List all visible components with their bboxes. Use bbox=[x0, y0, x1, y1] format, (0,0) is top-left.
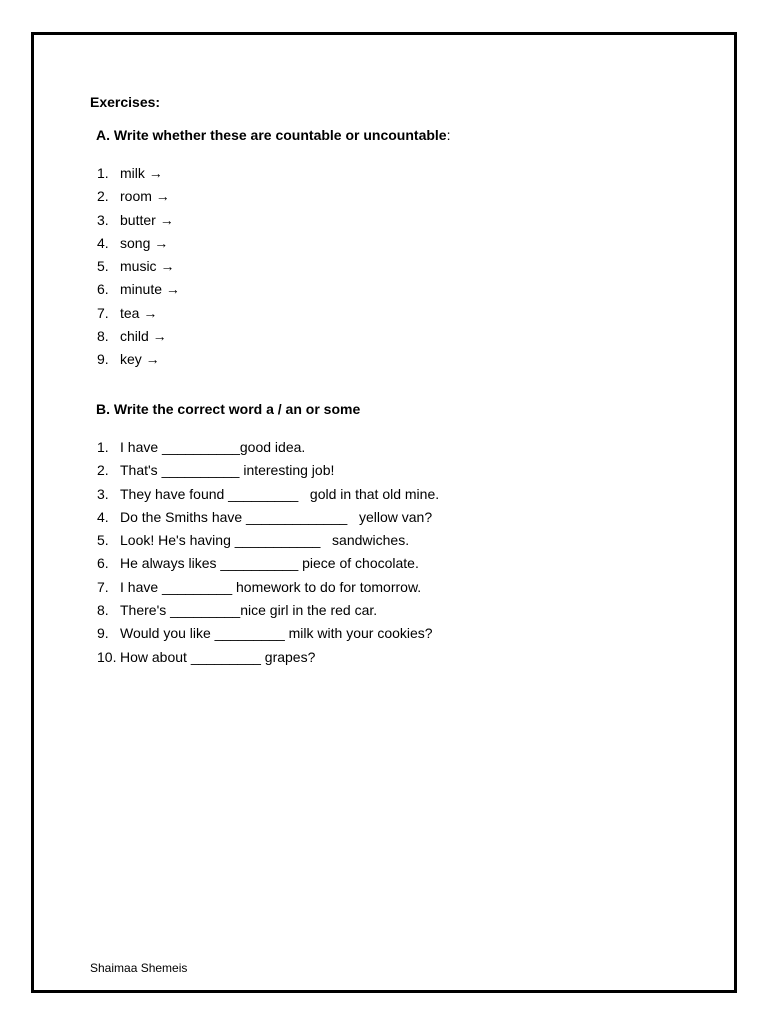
list-item bbox=[97, 555, 439, 578]
section-b-heading: B. Write the correct word a / an or some bbox=[96, 401, 361, 417]
list-item bbox=[97, 602, 439, 625]
list-item bbox=[97, 305, 180, 328]
list-item bbox=[97, 649, 439, 672]
item-number: 5. bbox=[97, 258, 109, 275]
item-text: song → bbox=[120, 234, 169, 251]
item-number: 2. bbox=[97, 188, 109, 205]
item-number: 1. bbox=[97, 165, 109, 181]
list-item bbox=[97, 212, 180, 235]
list-item bbox=[97, 328, 180, 351]
item-text: music → bbox=[120, 258, 175, 275]
list-item bbox=[97, 532, 439, 555]
footer-author: Shaimaa Shemeis bbox=[90, 961, 188, 975]
item-text: How about _________ grapes? bbox=[120, 648, 316, 665]
item-text: key → bbox=[120, 351, 160, 368]
item-text: Do the Smiths have _____________ yellow van? bbox=[120, 508, 433, 525]
item-text: They have found _________ gold in that old mine. bbox=[120, 485, 440, 502]
item-number: 5. bbox=[97, 532, 109, 549]
item-text: I have _________ homework to do for tomorrow. bbox=[120, 578, 422, 595]
item-number: 9. bbox=[97, 351, 109, 368]
item-text: tea → bbox=[120, 304, 158, 321]
list-item bbox=[97, 351, 180, 374]
item-number: 7. bbox=[97, 578, 109, 595]
item-text: milk → bbox=[120, 165, 163, 181]
list-item bbox=[97, 579, 439, 602]
list-item bbox=[97, 165, 180, 188]
list-item bbox=[97, 281, 180, 304]
item-text: Would you like _________ milk with your cookies? bbox=[120, 625, 433, 642]
item-text: minute → bbox=[120, 281, 180, 298]
list-item bbox=[97, 462, 439, 485]
page-title: Exercises: bbox=[90, 94, 161, 110]
list-item bbox=[97, 235, 180, 258]
item-number: 1. bbox=[97, 439, 109, 455]
item-number: 7. bbox=[97, 304, 109, 321]
item-text: That's __________ interesting job! bbox=[120, 462, 335, 479]
item-text: room → bbox=[120, 188, 170, 205]
section-a-heading-colon: : bbox=[446, 127, 451, 143]
list-item bbox=[97, 509, 439, 532]
item-text: child → bbox=[120, 328, 167, 345]
item-number: 3. bbox=[97, 211, 109, 228]
section-a-list bbox=[97, 165, 180, 375]
section-a-heading-text: A. Write whether these are countable or uncountable bbox=[96, 127, 447, 143]
item-text: I have __________good idea. bbox=[120, 439, 306, 455]
item-number: 4. bbox=[97, 234, 109, 251]
list-item bbox=[97, 486, 439, 509]
item-number: 8. bbox=[97, 602, 109, 619]
item-number: 2. bbox=[97, 462, 109, 479]
item-number: 6. bbox=[97, 281, 109, 298]
list-item bbox=[97, 439, 439, 462]
item-text: He always likes __________ piece of chocolate. bbox=[120, 555, 419, 572]
item-number: 9. bbox=[97, 625, 109, 642]
item-number: 4. bbox=[97, 508, 109, 525]
item-text: There's _________nice girl in the red car. bbox=[120, 602, 378, 619]
item-text: Look! He's having ___________ sandwiches. bbox=[120, 532, 410, 549]
item-number: 8. bbox=[97, 328, 109, 345]
item-number: 3. bbox=[97, 485, 109, 502]
item-number: 6. bbox=[97, 555, 109, 572]
item-number: 10. bbox=[97, 648, 117, 665]
section-a-heading bbox=[96, 127, 450, 143]
list-item bbox=[97, 625, 439, 648]
item-text: butter → bbox=[120, 211, 174, 228]
list-item bbox=[97, 188, 180, 211]
section-b-list bbox=[97, 439, 439, 672]
list-item bbox=[97, 258, 180, 281]
